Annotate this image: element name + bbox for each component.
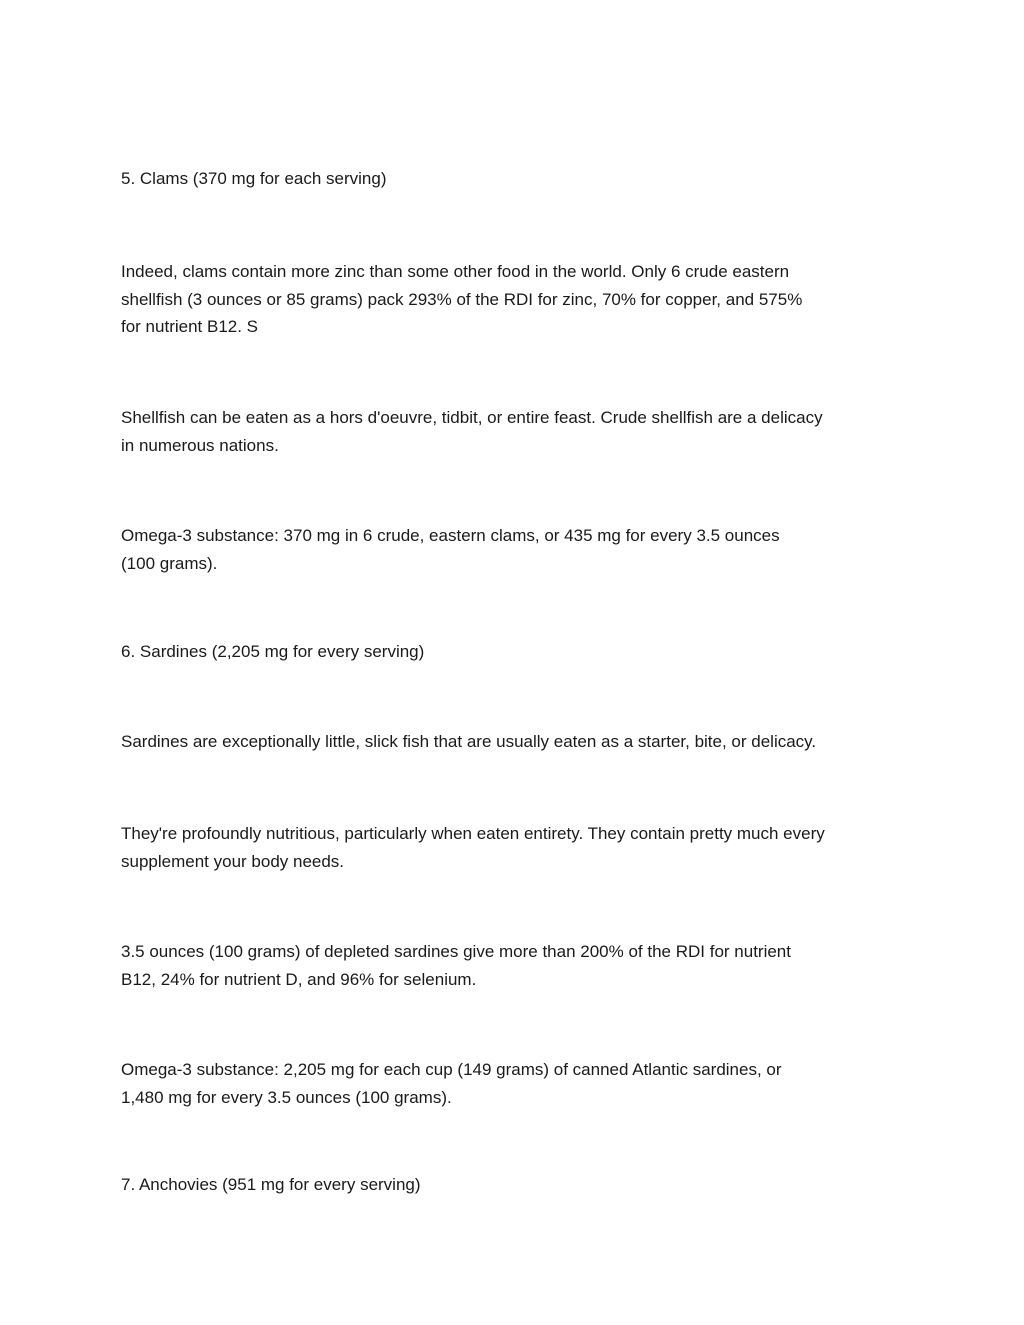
- paragraph-sardines-omega: [121, 1056, 911, 1111]
- text-line: They're profoundly nutritious, particularly when eaten entirety. They contain pretty much every: [121, 824, 825, 843]
- text-line: 7. Anchovies (951 mg for every serving): [121, 1175, 421, 1194]
- paragraph-clams-zinc: [121, 258, 911, 341]
- paragraph-sardines-intro: [121, 728, 911, 756]
- text-line: for nutrient B12. S: [121, 317, 259, 336]
- text-line: 1,480 mg for every 3.5 ounces (100 grams).: [121, 1087, 452, 1107]
- section-heading-sardines: [121, 638, 911, 666]
- text-line: 5. Clams (370 mg for each serving): [121, 169, 387, 188]
- paragraph-sardines-nutrition: [121, 820, 911, 875]
- text-line: Indeed, clams contain more zinc than some other food in the world. Only 6 crude eastern: [121, 262, 790, 281]
- text-line: Omega-3 substance: 2,205 mg for each cup (149 grams) of canned Atlantic sardines, or: [121, 1060, 782, 1079]
- paragraph-sardines-rdi: [121, 938, 911, 993]
- text-line: Sardines are exceptionally little, slick fish that are usually eaten as a starter, bite, or delicacy.: [121, 732, 817, 751]
- text-line: (100 grams).: [121, 553, 218, 573]
- text-line: Shellfish can be eaten as a hors d'oeuvre, tidbit, or entire feast. Crude shellfish are a delicacy: [121, 408, 823, 427]
- paragraph-clams-serving: [121, 404, 911, 459]
- text-line: B12, 24% for nutrient D, and 96% for selenium.: [121, 969, 477, 989]
- text-line: in numerous nations.: [121, 435, 279, 455]
- text-line: shellfish (3 ounces or 85 grams) pack 293% of the RDI for zinc, 70% for copper, and 575%: [121, 289, 803, 309]
- section-heading-clams: [121, 165, 911, 193]
- section-heading-anchovies: [121, 1171, 911, 1199]
- text-line: supplement your body needs.: [121, 851, 345, 871]
- paragraph-clams-omega: [121, 522, 911, 577]
- text-line: 3.5 ounces (100 grams) of depleted sardines give more than 200% of the RDI for nutrient: [121, 942, 791, 961]
- text-line: Omega-3 substance: 370 mg in 6 crude, eastern clams, or 435 mg for every 3.5 ounces: [121, 526, 780, 545]
- text-line: 6. Sardines (2,205 mg for every serving): [121, 642, 425, 661]
